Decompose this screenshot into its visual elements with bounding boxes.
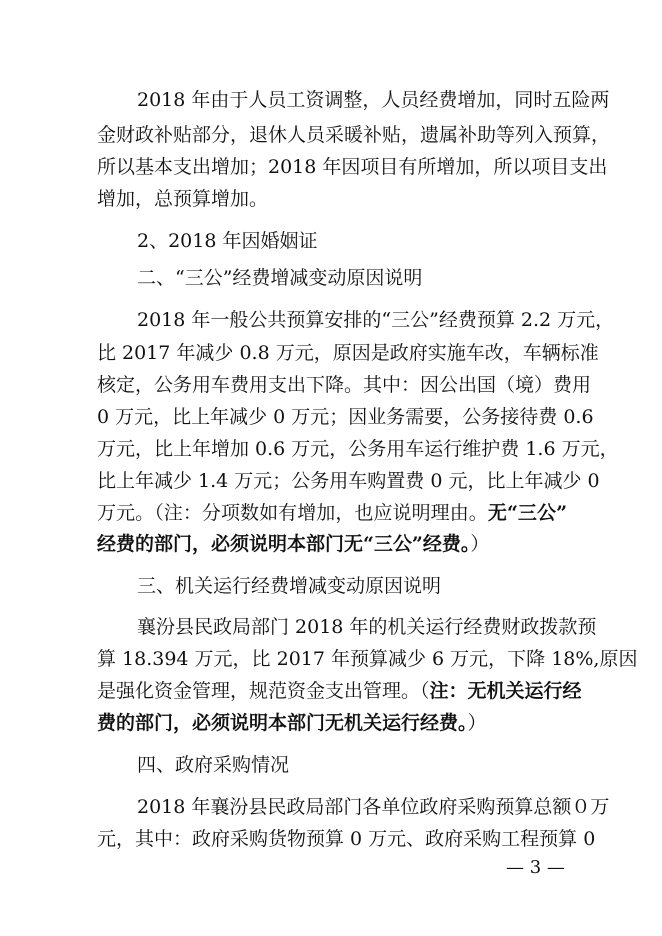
heading-marriage-certificate: 2、2018 年因婚姻证 (137, 230, 318, 252)
paragraph-1-line-2: 金财政补贴部分，退休人员采暖补贴，遗属补助等列入预算， (97, 124, 611, 146)
note-bold-text: 经费的部门，必须说明本部门无“三公”经费。 (97, 533, 471, 555)
paragraph-1-line-4: 增加，总预算增加。 (97, 188, 269, 210)
paragraph-4-line-1: 2018 年襄汾县民政局部门各单位政府采购预算总额０万 (137, 796, 610, 818)
note-bold-text: 费的部门，必须说明本部门无机关运行经费。 (97, 712, 468, 734)
heading-three-public-expenses: 二、“三公”经费增减变动原因说明 (137, 267, 423, 289)
paragraph-3-line-1: 襄汾县民政局部门 2018 年的机关运行经费财政拨款预 (137, 616, 597, 638)
heading-operating-expenses: 三、机关运行经费增减变动原因说明 (137, 575, 442, 597)
paragraph-3-line-4 (97, 711, 567, 735)
paragraph-3-line-3 (97, 679, 582, 703)
paragraph-2-line-3: 核定，公务用车费用支出下降。其中：因公出国（境）费用 (97, 374, 592, 396)
paragraph-3-line-2: 算 18.394 万元，比 2017 年预算减少 6 万元，下降 18%,原因 (97, 648, 638, 670)
note-text: ） (470, 533, 490, 555)
note-text: ） (467, 712, 487, 734)
paragraph-1-line-1: 2018 年由于人员工资调整，人员经费增加，同时五险两 (137, 89, 610, 111)
paragraph-2-line-1: 2018 年一般公共预算安排的“三公”经费预算 2.2 万元， (137, 309, 615, 331)
paragraph-1-line-3: 所以基本支出增加；2018 年因项目有所增加，所以项目支出 (97, 156, 608, 178)
paragraph-4-line-2: 元，其中：政府采购货物预算 0 万元、政府采购工程预算 0 (97, 828, 596, 850)
note-text: 是强化资金管理，规范资金支出管理。（ (97, 680, 430, 702)
heading-government-procurement: 四、政府采购情况 (137, 754, 290, 776)
paragraph-2-line-5: 万元，比上年增加 0.6 万元，公务用车运行维护费 1.6 万元， (97, 438, 619, 460)
paragraph-2-line-4: 0 万元，比上年减少 0 万元；因业务需要，公务接待费 0.6 (97, 406, 594, 428)
paragraph-2-line-8 (97, 532, 567, 556)
paragraph-2-line-7 (97, 501, 567, 525)
page-number: — 3 — (506, 857, 565, 878)
paragraph-2-line-2: 比 2017 年减少 0.8 万元，原因是政府实施车改，车辆标准 (97, 342, 599, 364)
note-text: 万元。（注：分项数如有增加，也应说明理由。 (97, 502, 488, 524)
note-bold-text: 无“三公” (487, 502, 567, 524)
paragraph-2-line-6: 比上年减少 1.4 万元；公务用车购置费 0 元，比上年减少 0 (97, 470, 600, 492)
note-bold-text: 注：无机关运行经 (429, 680, 582, 702)
